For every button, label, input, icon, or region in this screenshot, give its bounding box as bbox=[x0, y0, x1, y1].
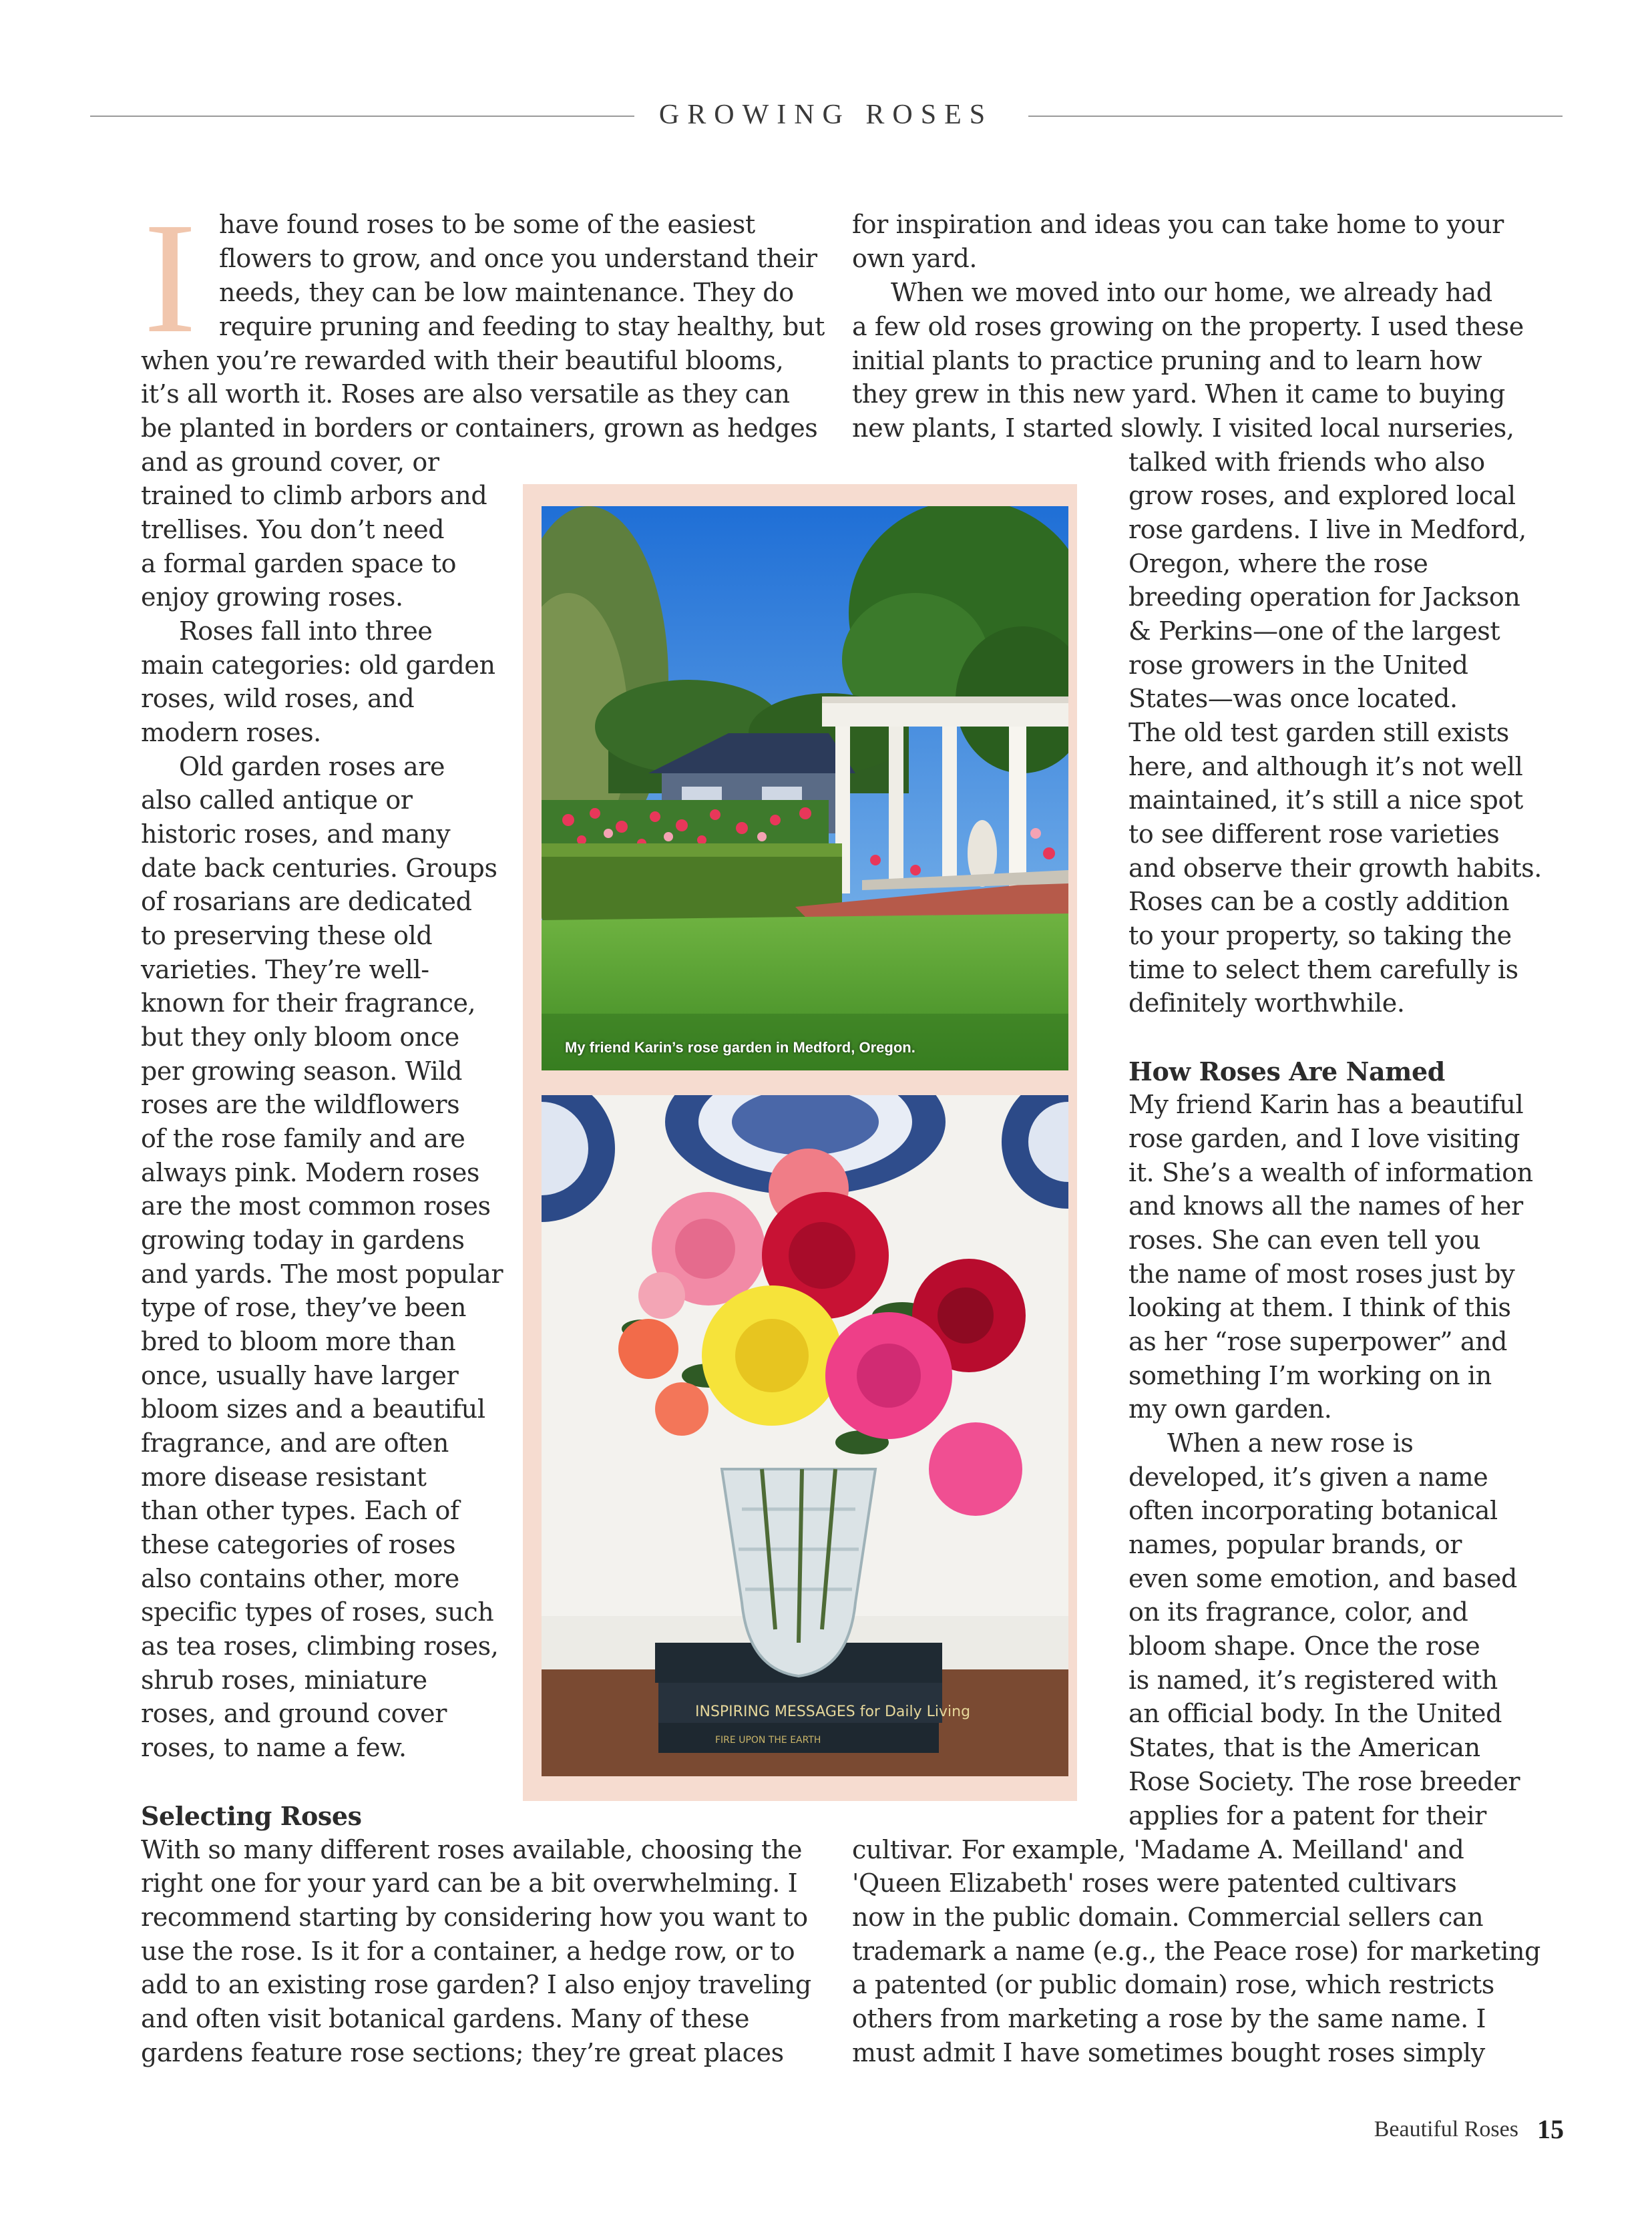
text-line: they grew in this new yard. When it came to buying bbox=[852, 379, 1505, 409]
text-line: add to an existing rose garden? I also enjoy traveling bbox=[141, 1970, 811, 1999]
text-line: something I’m working on in bbox=[1128, 1361, 1492, 1390]
text-line: States—was once located. bbox=[1128, 684, 1458, 713]
text-line: of the rose family and are bbox=[141, 1124, 465, 1153]
text-line: once, usually have larger bbox=[141, 1361, 459, 1390]
text-line: own yard. bbox=[852, 244, 978, 273]
text-line: fragrance, and are often bbox=[141, 1428, 449, 1458]
text-line: it’s all worth it. Roses are also versatile as they can bbox=[141, 379, 790, 409]
text-line: Old garden roses are bbox=[179, 752, 445, 781]
section-title: GROWING ROSES bbox=[658, 99, 994, 130]
text-line: here, and although it’s not well bbox=[1128, 752, 1523, 781]
text-line: and often visit botanical gardens. Many of these bbox=[141, 2004, 750, 2033]
text-line: and observe their growth habits. bbox=[1128, 853, 1542, 883]
text-line: Rose Society. The rose breeder bbox=[1128, 1767, 1520, 1796]
text-line: others from marketing a rose by the same name. I bbox=[852, 2004, 1486, 2033]
text-line: to see different rose varieties bbox=[1128, 819, 1500, 849]
text-line: rose gardens. I live in Medford, bbox=[1128, 515, 1526, 544]
drop-cap: I bbox=[144, 190, 197, 366]
text-line: bloom sizes and a beautiful bbox=[141, 1394, 485, 1424]
text-line: always pink. Modern roses bbox=[141, 1158, 480, 1187]
section-heading-named: How Roses Are Named bbox=[1128, 1056, 1445, 1086]
text-line: bred to bloom more than bbox=[141, 1327, 456, 1356]
text-line: even some emotion, and based bbox=[1128, 1564, 1517, 1593]
photo-caption: My friend Karin’s rose garden in Medford, Oregon. bbox=[565, 1039, 915, 1056]
text-line: the name of most roses just by bbox=[1128, 1259, 1515, 1289]
text-line: right one for your yard can be a bit overwhelming. I bbox=[141, 1868, 798, 1898]
text-line: varieties. They’re well- bbox=[141, 955, 429, 984]
text-line: gardens feature rose sections; they’re great places bbox=[141, 2038, 784, 2067]
text-line: The old test garden still exists bbox=[1128, 718, 1509, 747]
text-line: My friend Karin has a beautiful bbox=[1128, 1090, 1524, 1119]
text-line: trademark a name (e.g., the Peace rose) for marketing bbox=[852, 1937, 1540, 1966]
text-line: to preserving these old bbox=[141, 921, 433, 950]
text-line: roses, to name a few. bbox=[141, 1733, 407, 1762]
text-line: Oregon, where the rose bbox=[1128, 549, 1428, 578]
text-line: modern roses. bbox=[141, 718, 321, 747]
text-line: on its fragrance, color, and bbox=[1128, 1597, 1468, 1627]
text-line: use the rose. Is it for a container, a hedge row, or to bbox=[141, 1937, 795, 1966]
text-line: growing today in gardens bbox=[141, 1225, 465, 1255]
text-line: must admit I have sometimes bought roses simply bbox=[852, 2038, 1485, 2067]
text-line: applies for a patent for their bbox=[1128, 1801, 1486, 1830]
text-line: When a new rose is bbox=[1167, 1428, 1414, 1458]
text-line: 'Queen Elizabeth' roses were patented cultivars bbox=[852, 1868, 1457, 1898]
book-title-text: INSPIRING MESSAGES for Daily Living bbox=[695, 1703, 971, 1720]
garden-photo bbox=[542, 506, 1068, 1070]
text-line: but they only bloom once bbox=[141, 1022, 459, 1052]
text-line: date back centuries. Groups bbox=[141, 853, 497, 883]
text-line: also called antique or bbox=[141, 785, 413, 815]
text-line: type of rose, they’ve been bbox=[141, 1293, 467, 1322]
text-line: when you’re rewarded with their beautiful blooms, bbox=[141, 346, 784, 375]
text-line: enjoy growing roses. bbox=[141, 582, 403, 612]
section-heading-selecting: Selecting Roses bbox=[141, 1801, 362, 1831]
text-line: talked with friends who also bbox=[1128, 447, 1485, 477]
text-line: a patented (or public domain) rose, which restricts bbox=[852, 1970, 1494, 1999]
text-line: now in the public domain. Commercial sellers can bbox=[852, 1902, 1484, 1932]
page-number: 15 bbox=[1537, 2114, 1564, 2144]
text-line: than other types. Each of bbox=[141, 1496, 459, 1525]
text-line: is named, it’s registered with bbox=[1128, 1665, 1498, 1695]
text-line: my own garden. bbox=[1128, 1394, 1332, 1424]
text-line: it. She’s a wealth of information bbox=[1128, 1158, 1533, 1187]
text-line: trellises. You don’t need bbox=[141, 515, 445, 544]
text-line: known for their fragrance, bbox=[141, 988, 476, 1018]
text-line: to your property, so taking the bbox=[1128, 921, 1512, 950]
text-line: new plants, I started slowly. I visited local nurseries, bbox=[852, 413, 1514, 443]
text-line: breeding operation for Jackson bbox=[1128, 582, 1520, 612]
text-line: definitely worthwhile. bbox=[1128, 988, 1405, 1018]
text-line: roses are the wildflowers bbox=[141, 1090, 460, 1119]
text-line: roses, and ground cover bbox=[141, 1699, 447, 1728]
text-line: a formal garden space to bbox=[141, 549, 457, 578]
text-line: & Perkins—one of the largest bbox=[1128, 616, 1500, 646]
text-line: developed, it’s given a name bbox=[1128, 1462, 1488, 1492]
text-line: as tea roses, climbing roses, bbox=[141, 1631, 499, 1661]
text-line: and yards. The most popular bbox=[141, 1259, 503, 1289]
text-line: rose garden, and I love visiting bbox=[1128, 1124, 1520, 1153]
text-line: trained to climb arbors and bbox=[141, 481, 487, 510]
text-line: needs, they can be low maintenance. They do bbox=[219, 278, 794, 307]
text-line: and knows all the names of her bbox=[1128, 1191, 1523, 1221]
text-line: initial plants to practice pruning and to learn how bbox=[852, 346, 1482, 375]
bouquet-photo bbox=[542, 1095, 1068, 1776]
text-line: are the most common roses bbox=[141, 1191, 491, 1221]
text-line: historic roses, and many bbox=[141, 819, 451, 849]
text-line: of rosarians are dedicated bbox=[141, 887, 472, 916]
text-line: names, popular brands, or bbox=[1128, 1530, 1462, 1559]
text-line: be planted in borders or containers, grown as hedges bbox=[141, 413, 818, 443]
text-line: also contains other, more bbox=[141, 1564, 459, 1593]
text-line: main categories: old garden bbox=[141, 650, 495, 680]
text-line: maintained, it’s still a nice spot bbox=[1128, 785, 1523, 815]
text-line: per growing season. Wild bbox=[141, 1056, 463, 1086]
text-line: grow roses, and explored local bbox=[1128, 481, 1516, 510]
text-line: bloom shape. Once the rose bbox=[1128, 1631, 1480, 1661]
text-line: specific types of roses, such bbox=[141, 1597, 494, 1627]
text-line: have found roses to be some of the easiest bbox=[219, 210, 755, 239]
text-line: recommend starting by considering how you want to bbox=[141, 1902, 808, 1932]
text-line: Roses fall into three bbox=[179, 616, 433, 646]
text-line: as her “rose superpower” and bbox=[1128, 1327, 1508, 1356]
text-line: require pruning and feeding to stay healthy, but bbox=[219, 312, 825, 341]
publication-name: Beautiful Roses bbox=[1374, 2117, 1518, 2142]
text-line: a few old roses growing on the property. I used these bbox=[852, 312, 1524, 341]
text-line: these categories of roses bbox=[141, 1530, 456, 1559]
text-line: rose growers in the United bbox=[1128, 650, 1468, 680]
text-line: time to select them carefully is bbox=[1128, 955, 1518, 984]
text-line: roses. She can even tell you bbox=[1128, 1225, 1481, 1255]
text-line: shrub roses, miniature bbox=[141, 1665, 427, 1695]
text-line: and as ground cover, or bbox=[141, 447, 439, 477]
text-line: cultivar. For example, 'Madame A. Meilland' and bbox=[852, 1835, 1464, 1864]
text-line: States, that is the American bbox=[1128, 1733, 1480, 1762]
text-line: more disease resistant bbox=[141, 1462, 427, 1492]
text-line: With so many different roses available, choosing the bbox=[141, 1835, 803, 1864]
text-line: looking at them. I think of this bbox=[1128, 1293, 1511, 1322]
book-subtitle-text: FIRE UPON THE EARTH bbox=[715, 1735, 821, 1746]
text-line: When we moved into our home, we already had bbox=[891, 278, 1492, 307]
text-line: often incorporating botanical bbox=[1128, 1496, 1498, 1525]
text-line: roses, wild roses, and bbox=[141, 684, 415, 713]
text-line: an official body. In the United bbox=[1128, 1699, 1502, 1728]
text-line: for inspiration and ideas you can take home to your bbox=[852, 210, 1504, 239]
text-line: flowers to grow, and once you understand their bbox=[219, 244, 817, 273]
text-line: Roses can be a costly addition bbox=[1128, 887, 1510, 916]
